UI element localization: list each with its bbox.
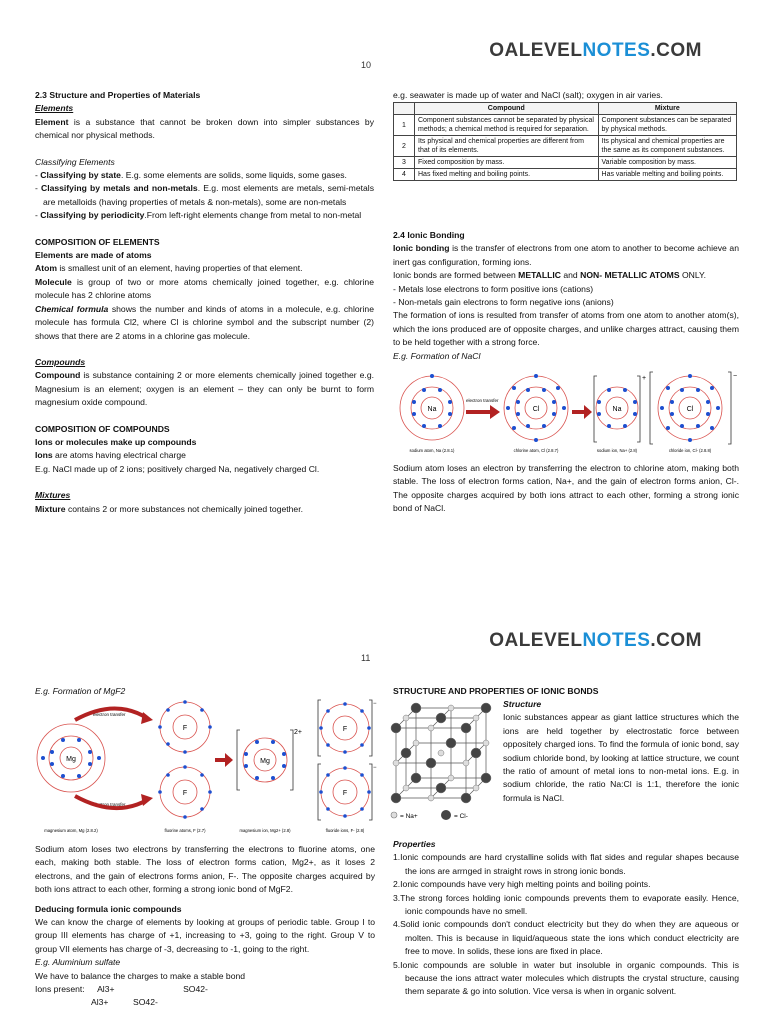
- bullet-metals: - Metals lose electrons to form positive ions (cations): [393, 283, 594, 294]
- label-magnesium-ion: magnesium ion, Mg2+ (2.8): [239, 828, 291, 833]
- classifying-item: - Classifying by state. E.g. some elements are solids, some liquids, some gases.: [35, 170, 347, 181]
- table-corner: [394, 103, 415, 115]
- f-ion-bottom-symbol: F: [342, 790, 348, 797]
- na-ion: [403, 785, 409, 791]
- compound-definition: Compound is substance containing 2 or more elements chemically joined together e.g. Magnesium is an element; oxygen is an element – they can only be burnt to form magnesium oxide compound.: [35, 370, 374, 408]
- magnesium-atom: [37, 724, 105, 792]
- deducing-title: Deducing formula ionic compounds: [35, 903, 182, 914]
- result-arrow-icon-2: [215, 753, 233, 767]
- na-ion: [428, 795, 434, 801]
- cl-symbol: Cl: [532, 406, 540, 413]
- mgf2-formation-diagram: [35, 700, 375, 840]
- electron-transfer-top-label: electron transfer: [93, 712, 126, 717]
- nacl-explanation: [393, 462, 739, 516]
- chloride-ion: [650, 372, 737, 444]
- cl-ion: [391, 723, 401, 733]
- classifying-list: [35, 169, 374, 223]
- composition-compounds-sub: Ions or molecules make up compounds: [35, 436, 197, 447]
- mixture-definition: Mixture contains 2 or more substances not chemically joined together.: [35, 503, 303, 514]
- section-heading: 2.3 Structure and Properties of Materials: [35, 90, 201, 100]
- property-item: 5.Ionic compounds are soluble in water but insoluble in organic compounds. This is because the ions attract water molecules which distrupts the crystal structure, causing them separate & go into solution. Vice versa is when in organic solvent.: [393, 959, 739, 997]
- na-ion: [448, 705, 454, 711]
- na-ion: [483, 740, 489, 746]
- electron-transfer-label: electron transfer: [466, 398, 499, 403]
- cl-ion: [481, 773, 491, 783]
- composition-elements-title: COMPOSITION OF ELEMENTS: [35, 236, 160, 247]
- mixtures-title: Mixtures: [35, 490, 71, 501]
- compound-cell: Fixed composition by mass.: [415, 157, 599, 169]
- right-column: [393, 89, 739, 181]
- ionic-bonds-formed: Ionic bonds are formed between METALLIC and NON- METALLIC ATOMS ONLY.: [393, 270, 706, 281]
- mg-symbol: Mg: [66, 756, 76, 763]
- f-symbol-top: F: [182, 725, 188, 732]
- f-ion-bottom-charge: −: [373, 765, 377, 771]
- cl-ion: [411, 703, 421, 713]
- elements-title: Elements: [35, 103, 74, 114]
- page-11: [0, 630, 768, 1024]
- na-ion: [473, 785, 479, 791]
- cl-ion: [436, 783, 446, 793]
- cl-ion: [391, 793, 401, 803]
- cl-ion: [411, 773, 421, 783]
- na-ion: [448, 775, 454, 781]
- mg-charge: 2+: [294, 729, 302, 736]
- mixture-cell: Has variable melting and boiling points.: [598, 169, 736, 181]
- label-sodium-atom: sodium atom, Na (2.8.1): [409, 448, 455, 453]
- composition-elements-sub: Elements are made of atoms: [35, 250, 152, 261]
- mgf2-explanation: [35, 843, 375, 1010]
- brand-logo: OALEVELNOTES.COM: [489, 40, 702, 61]
- property-item: 4.Solid ionic compounds don't conduct electricity but they do when they are aqueous or molten. This is because in liquid/aqueous state the ions which conduct electricity are free to move. In solids, these ions are fixed in place.: [393, 919, 739, 957]
- row-number: 2: [394, 136, 415, 157]
- na-ion: [463, 760, 469, 766]
- cl-ion: [436, 713, 446, 723]
- na-ion: [393, 760, 399, 766]
- mixture-cell: Component substances can be separated by physical methods.: [598, 115, 736, 136]
- mgf2-caption-block: [35, 685, 375, 698]
- structure-text: Ionic substances appear as giant lattice structures which the ions are held together by electrostatic force between oppositely charged ions. To find the formula of ionic bond, say sodium chloride bond, by looking at lattice structure, we count the ratio of amount of metal ions to non-metal ions. E.g. in sodium chloride, the ratio Na:Cl is 1:1, therefore the ionic formula is NaCl.: [503, 712, 739, 803]
- left-column: [35, 89, 374, 516]
- compound-cell: Its physical and chemical properties are different from that of its elements.: [415, 136, 599, 157]
- fluoride-ion-bottom: [318, 764, 377, 820]
- mixture-cell: Variable composition by mass.: [598, 157, 736, 169]
- f-ion-top-charge: −: [373, 701, 377, 707]
- table-header-compound: Compound: [415, 103, 599, 115]
- na-ion-symbol: Na: [612, 406, 622, 413]
- table-row: [394, 169, 737, 181]
- page-number-2: 11: [361, 653, 371, 663]
- properties-block: [393, 838, 739, 999]
- table-row: [394, 115, 737, 136]
- chlorine-atom: [504, 374, 568, 442]
- cl-ion: [461, 793, 471, 803]
- label-chloride-ion: chloride ion, Cl- (2.8.8): [668, 448, 712, 453]
- cl-ion-symbol: Cl: [686, 406, 694, 413]
- f-symbol-bottom: F: [182, 790, 188, 797]
- sodium-atom: [400, 374, 464, 440]
- compound-cell: Component substances cannot be separated by physical methods; a chemical method is required for separation.: [415, 115, 599, 136]
- na-ion: [438, 750, 444, 756]
- structure-title: Structure: [503, 699, 542, 709]
- label-fluorine-atoms: fluorine atoms, F (2.7): [164, 828, 206, 833]
- ions-present: Ions present: Al3+ SO42-: [35, 984, 208, 995]
- cl-legend-label: = Cl-: [454, 813, 468, 820]
- composition-compounds-title: COMPOSITION OF COMPOUNDS: [35, 423, 170, 434]
- fluorine-atom-top: [158, 700, 212, 754]
- cl-ion: [446, 738, 456, 748]
- nacl-formation-diagram: [394, 372, 740, 458]
- element-definition: Element is a substance that cannot be broken down into simpler substances by chemical nor physical methods.: [35, 116, 374, 141]
- cl-ion: [471, 748, 481, 758]
- label-magnesium-atom: magnesium atom, Mg (2.8.2): [44, 828, 98, 833]
- property-item: 3.The strong forces holding ionic compounds prevents them to evaporate easily. Hence, ionic compounds have no smell.: [393, 892, 739, 917]
- table-row: [394, 157, 737, 169]
- transfer-arrow-icon: [466, 405, 500, 419]
- classifying-title: Classifying Elements: [35, 156, 115, 167]
- ions-definition: Ions are atoms having electrical charge: [35, 450, 186, 461]
- formation-text: The formation of ions is resulted from transfer of atoms from one atom to another atom(s), which the ions produced are of opposite charges, and unlike charges attract, causing them to be held together with a strong force.: [393, 310, 739, 348]
- na-symbol: Na: [427, 406, 437, 413]
- classifying-item: - Classifying by periodicity.From left-right elements change from metal to non-metal: [35, 210, 362, 221]
- table-row: [394, 136, 737, 157]
- cl-legend-icon: [441, 810, 451, 820]
- deducing-text: We can know the charge of elements by looking at groups of periodic table. Group I to group III elements has charge of +1, increasing to +3, going to the right. Group V to group VII elements has charge of -3, decreasing to -1, going to the right.: [35, 917, 375, 954]
- mixture-intro: e.g. seawater is made up of water and NaCl (salt); oxygen in air varies.: [393, 90, 663, 100]
- na-ion: [413, 740, 419, 746]
- bullet-nonmetals: - Non-metals gain electrons to form negative ions (anions): [393, 297, 614, 308]
- na-legend-label: = Na+: [400, 813, 418, 820]
- f-ion-top-symbol: F: [342, 726, 348, 733]
- row-number: 3: [394, 157, 415, 169]
- compound-cell: Has fixed melting and boiling points.: [415, 169, 599, 181]
- classifying-item: - Classifying by metals and non-metals. E.g. most elements are metals, semi-metals are metalloids (having properties of metals & non-metals), some are non-metals: [35, 183, 374, 207]
- property-item: 2.Ionic compounds have very high melting points and boiling points.: [393, 879, 651, 890]
- result-arrow-icon: [572, 405, 592, 419]
- ions-present-2: Al3+ SO42-: [91, 997, 158, 1008]
- na-plus-charge: +: [642, 375, 647, 382]
- na-ion: [403, 715, 409, 721]
- na-ion: [428, 725, 434, 731]
- nacl-text: Sodium atom loses an electron by transferring the electron to chlorine atom, making both stable. The loss of electron forms cation, Na+, and the gain of electron forms anion, Cl-. The opposite charges acquired by both ions attract to each other, forming a strong ionic bond of NaCl.: [393, 463, 739, 514]
- row-number: 1: [394, 115, 415, 136]
- nacl-lattice-diagram: [386, 698, 498, 823]
- label-chlorine-atom: chlorine atom, Cl (2.8.7): [513, 448, 559, 453]
- ionic-bonding-section: [393, 229, 739, 363]
- label-fluoride-ions: fluoride ions, F- (2.8): [325, 828, 365, 833]
- compounds-title: Compounds: [35, 356, 86, 367]
- property-item: 1.Ionic compounds are hard crystalline solids with flat sides and regular shapes because the ions are arrnged in straight rows in strong ionic bonds.: [393, 852, 739, 876]
- ionic-structure-heading-block: [393, 685, 739, 698]
- mixture-cell: Its physical and chemical properties are the same as its component substances.: [598, 136, 736, 157]
- cl-ion: [481, 703, 491, 713]
- properties-title: Properties: [393, 839, 436, 849]
- cl-ion: [426, 758, 436, 768]
- molecule-definition: Molecule is group of two or more atoms chemically joined together, e.g. chlorine molecule has 2 chlorine atoms: [35, 276, 374, 301]
- fluoride-ion-top: [318, 700, 377, 756]
- structure-block: [503, 698, 739, 805]
- aluminium-example: E.g. Aluminium sulfate: [35, 957, 121, 968]
- label-sodium-ion: sodium ion, Na+ (2.8): [596, 448, 638, 453]
- fluorine-atom-bottom: [158, 765, 212, 819]
- na-ion: [473, 715, 479, 721]
- electron-transfer-bottom-label: electron transfer: [93, 802, 126, 807]
- nacl-caption: E.g. Formation of NaCl: [393, 350, 481, 361]
- sodium-ion: [594, 375, 646, 442]
- properties-list: [393, 851, 739, 998]
- mgf2-text: Sodium atom loses two electrons by transferring the electrons to fluorine atoms, one each, making both stable. The loss of electron forms cation, Mg2+, as it loses 2 electrons, and the gain of electrons forms anion, F-. The opposite charges acquired by both ions attract to each other, forming a strong ionic bond of MgF2.: [35, 844, 375, 895]
- mg-ion-symbol: Mg: [260, 758, 270, 765]
- mgf2-caption: E.g. Formation of MgF2: [35, 686, 126, 696]
- ionic-bonding-definition: Ionic bonding is the transfer of electrons from one atom to another to become achieve an inert gas configuration, forming ions.: [393, 243, 739, 267]
- compound-mixture-table: [393, 102, 737, 181]
- page-number: 10: [361, 60, 372, 70]
- lattice-ions: [391, 703, 491, 803]
- ionic-structure-heading: STRUCTURE AND PROPERTIES OF IONIC BONDS: [393, 686, 599, 696]
- row-number: 4: [394, 169, 415, 181]
- atom-definition: Atom is smallest unit of an element, having properties of that element.: [35, 263, 303, 274]
- balance-text: We have to balance the charges to make a stable bond: [35, 970, 246, 981]
- formula-definition: Chemical formula shows the number and kinds of atoms in a molecule, e.g. chlorine molecule has formula Cl2, where Cl is chlorine symbol and the subscript number (2) shows that there are 2 atoms in a chlorine gas molecule.: [35, 303, 374, 341]
- ions-example: E.g. NaCl made up of 2 ions; positively charged Na, negatively charged Cl.: [35, 463, 320, 474]
- brand-logo-2: OALEVELNOTES.COM: [489, 630, 702, 651]
- cl-ion: [401, 748, 411, 758]
- magnesium-ion: [237, 729, 302, 790]
- cl-ion: [461, 723, 471, 733]
- table-header-mixture: Mixture: [598, 103, 736, 115]
- ionic-bonding-heading: 2.4 Ionic Bonding: [393, 230, 465, 240]
- na-legend-icon: [391, 812, 397, 818]
- cl-minus-charge: −: [733, 373, 738, 380]
